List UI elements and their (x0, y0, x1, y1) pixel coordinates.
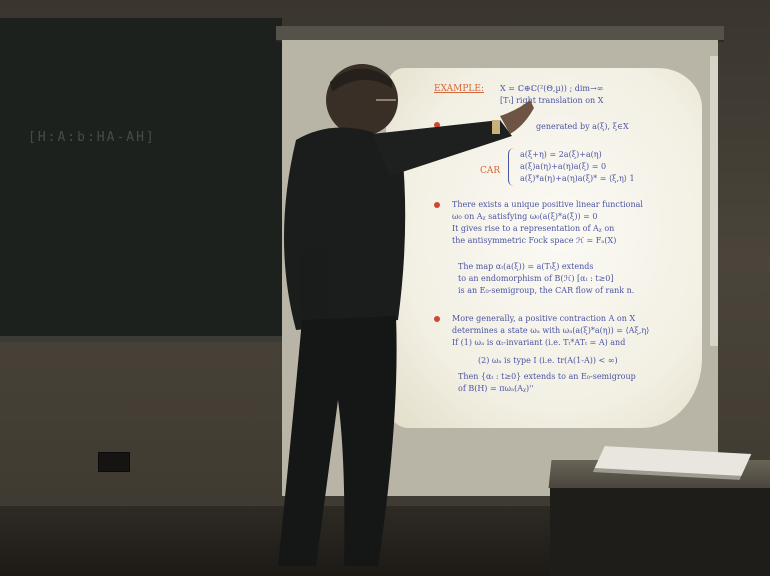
lecturer-arm (372, 120, 512, 176)
chalkboard-writing: [H:A:b:HA-AH] (28, 130, 156, 145)
car-label: CAR (480, 166, 501, 176)
slide-line: a(ξ)*a(η)+a(η)a(ξ)* = ⟨ξ,η⟩ 1 (520, 174, 635, 183)
slide-line: It gives rise to a representation of Aᵪ on (452, 224, 615, 233)
lecturer-legs (278, 316, 397, 566)
slide-line: to an endomorphism of B(ℋ) [αₜ : t≥0] (458, 274, 614, 283)
slide-line: determines a state ωₐ with ωₐ(a(ξ)*a(η)) = ⟨Aξ,η⟩ (452, 326, 650, 335)
desk-front (550, 488, 770, 576)
slide-heading: EXAMPLE: (434, 84, 485, 94)
slide-line: If (1) ωₐ is αₜ-invariant (i.e. Tₜ*ATₜ = A) and (452, 338, 626, 347)
slide-line: The map αₜ(a(ξ)) = a(Tₜξ) extends (458, 262, 594, 271)
slide-line: [Tₜ] right translation on X (500, 96, 604, 105)
slide-line: the antisymmetric Fock space ℋ = Fₐ(X) (452, 236, 617, 245)
slide-line: generated by a(ξ), ξ∈X (536, 122, 629, 131)
slide-line: (2) ωₐ is type I (i.e. tr(A(1-A)) < ∞) (478, 356, 618, 365)
slide-line: Then {αₜ : t≥0} extends to an E₀-semigroup (458, 372, 636, 381)
slide-line: There exists a unique positive linear functional (452, 200, 643, 209)
slide-line: ω₀ on Aᵪ satisfying ω₀(a(ξ)*a(ξ)) = 0 (452, 212, 598, 221)
slide-line: is an E₀-semigroup, the CAR flow of rank n. (458, 286, 635, 295)
slide-line: X = ℂ⊕ℂ(²(Θ,µ)) ; dim→∞ (500, 84, 604, 93)
slide-line: a(ξ)a(η)+a(η)a(ξ) = 0 (520, 162, 607, 171)
watch-icon (492, 120, 500, 134)
slide-line: of B(H) = πωₐ(Aᵪ)'' (458, 384, 534, 393)
slide-line: a(ξ+η) = 2a(ξ)+a(η) (520, 150, 602, 159)
slide-line: More generally, a positive contraction A on X (452, 314, 636, 323)
